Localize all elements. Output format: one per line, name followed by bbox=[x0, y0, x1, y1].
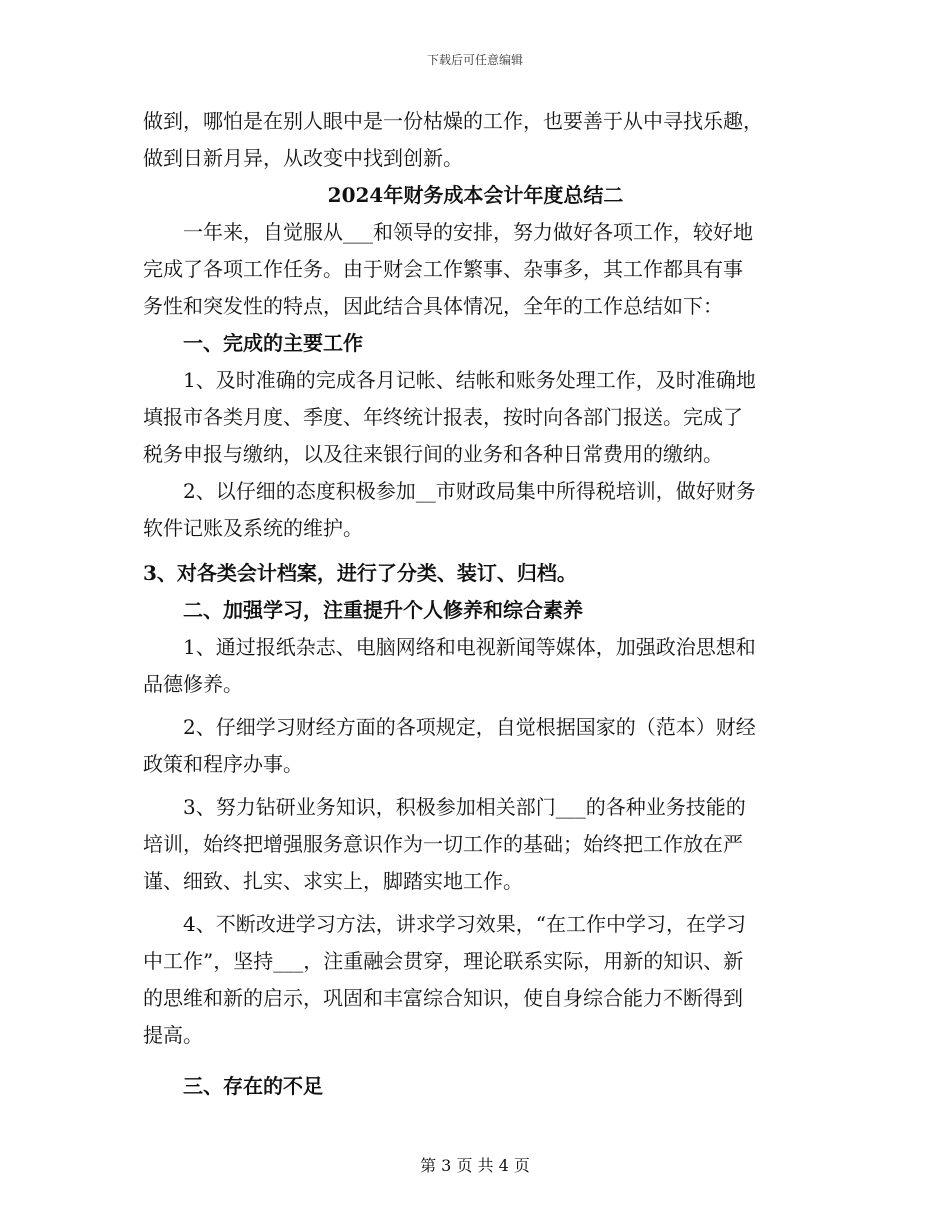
paragraph-line: 3、努力钻研业务知识，积极参加相关部门___的各种业务技能的 bbox=[183, 795, 746, 819]
paragraph-line: 1、及时准确的完成各月记帐、结帐和账务处理工作，及时准确地 bbox=[183, 368, 756, 392]
paragraph-line: 填报市各类月度、季度、年终统计报表，按时向各部门报送。完成了 bbox=[143, 405, 743, 429]
paragraph-line: 完成了各项工作任务。由于财会工作繁事、杂事多，其工作都具有事 bbox=[143, 257, 743, 281]
bold-item-archives: 3、对各类会计档案，进行了分类、装订、归档。 bbox=[143, 561, 577, 585]
paragraph-line: 的思维和新的启示，巩固和丰富综合知识，使自身综合能力不断得到 bbox=[143, 986, 743, 1010]
document-body bbox=[143, 103, 808, 1105]
heading-study: 二、加强学习，注重提升个人修养和综合素养 bbox=[183, 598, 583, 622]
paragraph-line: 软件记账及系统的维护。 bbox=[143, 516, 363, 540]
section-title: 2024年财务成本会计年度总结二 bbox=[327, 183, 624, 207]
heading-shortcomings: 三、存在的不足 bbox=[183, 1074, 323, 1098]
paragraph-line: 4、不断改进学习方法，讲求学习效果，“在工作中学习，在学习 bbox=[183, 912, 746, 936]
paragraph-line: 务性和突发性的特点，因此结合具体情况，全年的工作总结如下： bbox=[143, 294, 723, 318]
paragraph-line: 政策和程序办事。 bbox=[143, 752, 303, 776]
heading-main-work: 一、完成的主要工作 bbox=[183, 331, 363, 355]
paragraph-line: 做到日新月异，从改变中找到创新。 bbox=[143, 146, 463, 170]
paragraph-line: 谨、细致、扎实、求实上，脚踏实地工作。 bbox=[143, 869, 523, 893]
paragraph-line: 中工作”，坚持___，注重融会贯穿，理论联系实际，用新的知识、新 bbox=[143, 949, 744, 973]
header-note: 下载后可任意编辑 bbox=[426, 53, 523, 67]
paragraph-line: 2、仔细学习财经方面的各项规定，自觉根据国家的（范本）财经 bbox=[183, 715, 756, 739]
paragraph-line: 提高。 bbox=[143, 1023, 203, 1047]
paragraph-line: 2、以仔细的态度积极参加__市财政局集中所得税培训，做好财务 bbox=[183, 479, 756, 503]
paragraph-line: 一年来，自觉服从___和领导的安排，努力做好各项工作，较好地 bbox=[183, 220, 753, 244]
paragraph-line: 品德修养。 bbox=[143, 672, 243, 696]
paragraph-line: 培训，始终把增强服务意识作为一切工作的基础；始终把工作放在严 bbox=[143, 832, 743, 856]
paragraph-line: 税务申报与缴纳，以及往来银行间的业务和各种日常费用的缴纳。 bbox=[143, 442, 723, 466]
page-number: 第 3 页 共 4 页 bbox=[420, 1156, 530, 1175]
paragraph-line: 做到，哪怕是在别人眼中是一份枯燥的工作，也要善于从中寻找乐趣， bbox=[143, 109, 763, 133]
paragraph-line: 1、通过报纸杂志、电脑网络和电视新闻等媒体，加强政治思想和 bbox=[183, 635, 756, 659]
